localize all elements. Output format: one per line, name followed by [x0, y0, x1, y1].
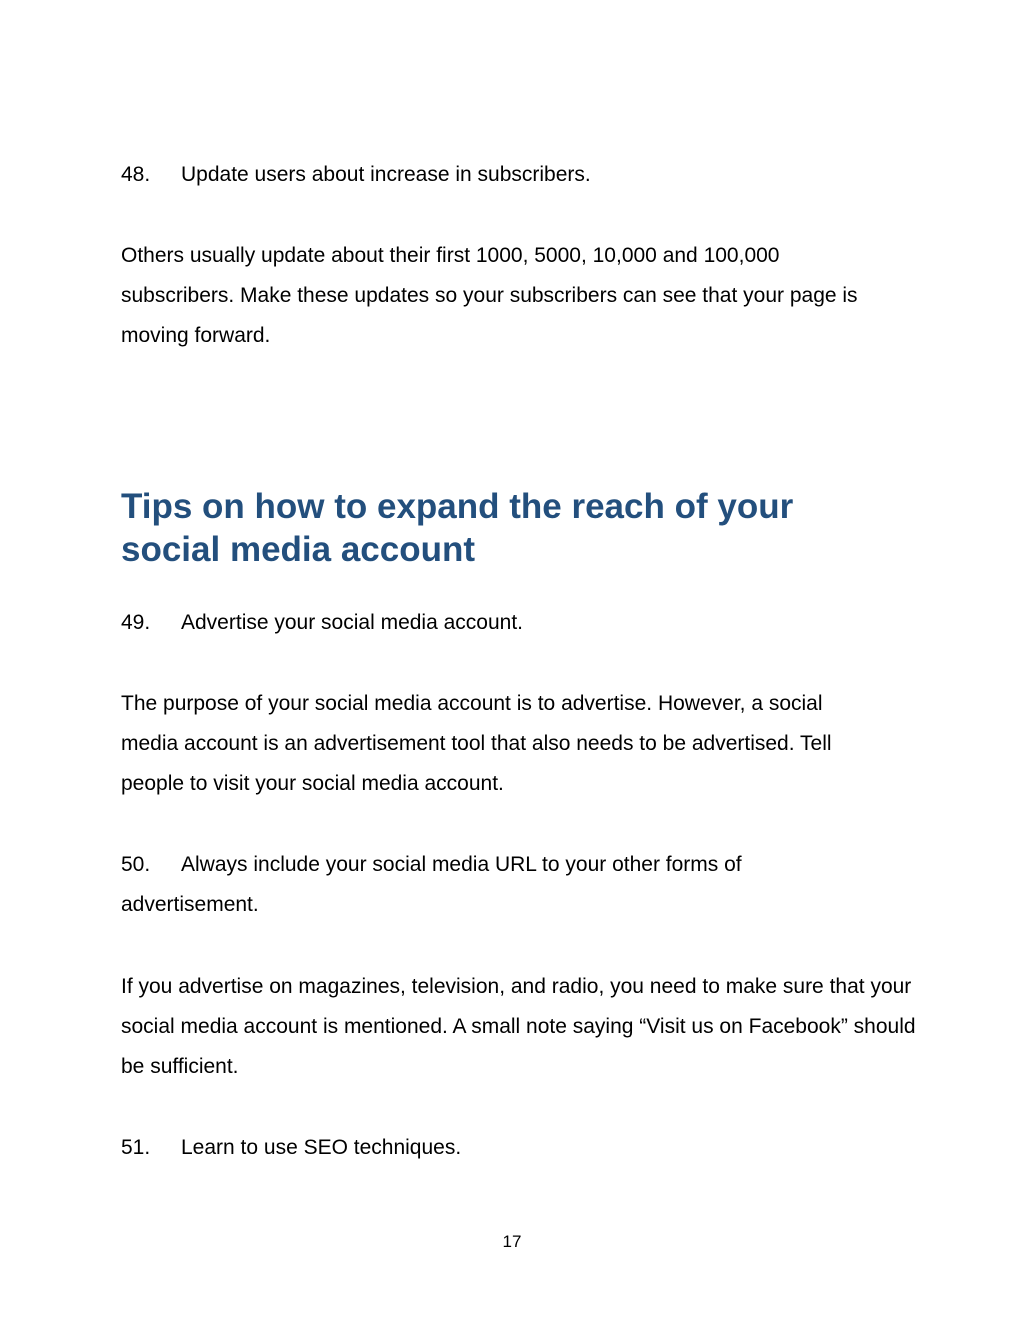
paragraph-url: If you advertise on magazines, television, and radio, you need to make sure that your social media account is mentioned. A small note saying “Visit us on Facebook” should be sufficient.: [121, 975, 916, 1078]
list-item-text: Advertise your social media account.: [181, 611, 523, 634]
list-item-49: [121, 603, 911, 643]
list-item-number: 48.: [121, 163, 151, 186]
list-item-text: Always include your social media URL to your other forms of advertisement.: [121, 853, 742, 916]
list-item-50: [121, 845, 821, 925]
paragraph-advertise: The purpose of your social media account is to advertise. However, a social media account is an advertisement tool that also needs to be advertised. Tell people to visit your social media account.: [121, 692, 832, 795]
paragraph-subscribers: Others usually update about their first 1000, 5000, 10,000 and 100,000 subscribers. Make these updates so your subscribers can see that your page is moving forward.: [121, 244, 858, 347]
list-item-number: 50.: [121, 853, 151, 876]
page-number: 17: [502, 1232, 522, 1251]
list-item-text: Update users about increase in subscribers.: [181, 163, 591, 186]
list-item-51: [121, 1128, 911, 1168]
list-item-text: Learn to use SEO techniques.: [181, 1136, 462, 1159]
section-heading: Tips on how to expand the reach of your social media account: [121, 487, 794, 569]
list-item-number: 49.: [121, 611, 151, 634]
list-item-48: [121, 155, 911, 195]
list-item-number: 51.: [121, 1136, 151, 1159]
